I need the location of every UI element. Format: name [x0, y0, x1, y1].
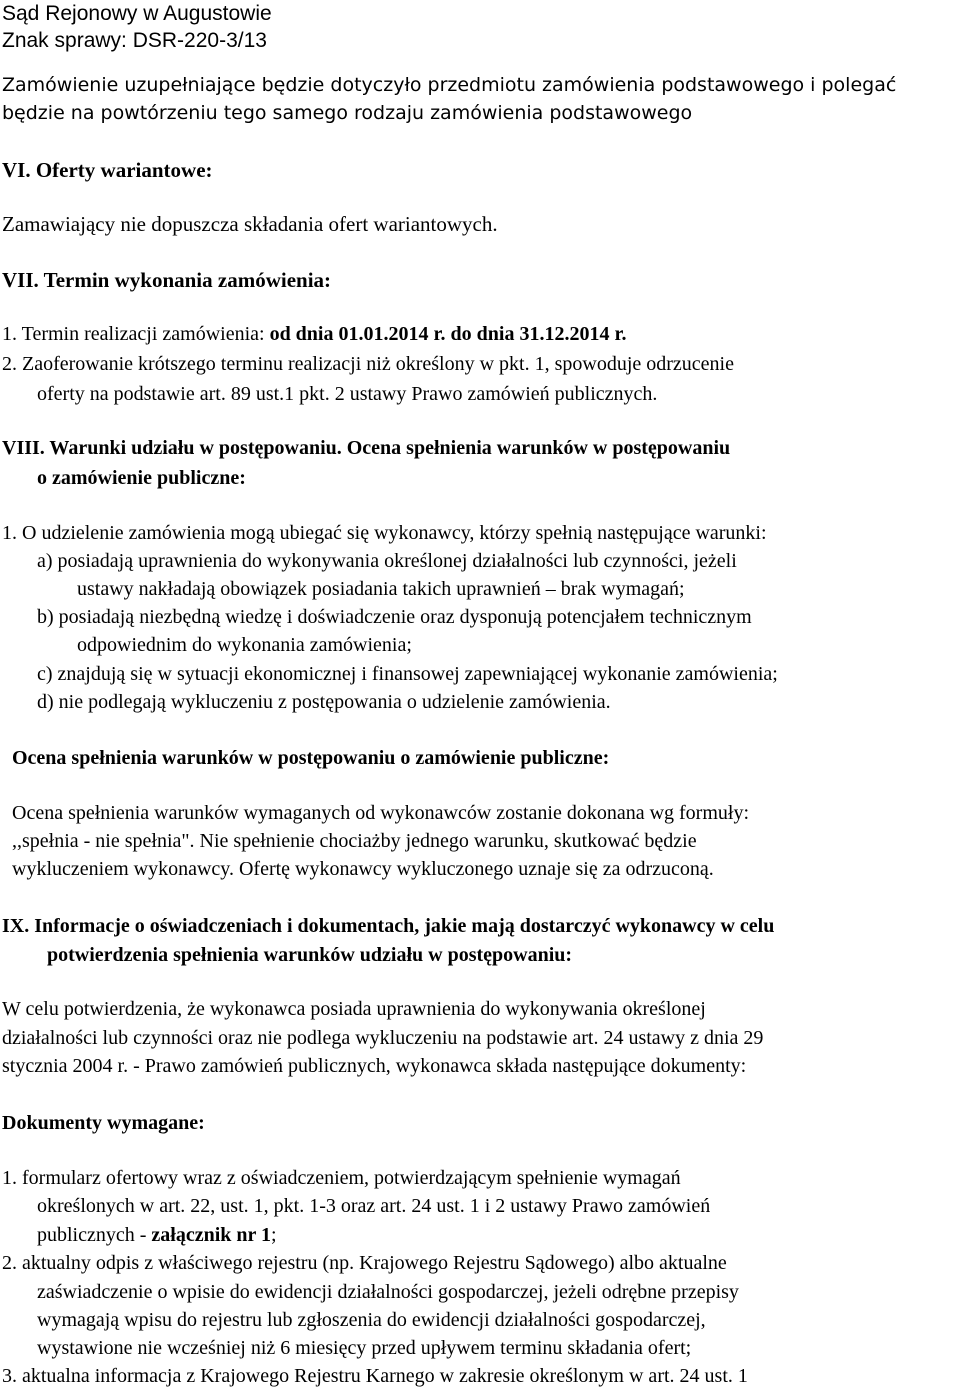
- condition-b-line-1: b) posiadają niezbędną wiedzę i doświadczenie oraz dysponują potencjałem technicznym: [37, 606, 752, 628]
- court-name: Sąd Rejonowy w Augustowie: [2, 2, 272, 25]
- document-2-line-3: wymagają wpisu do rejestru lub zgłoszenia do ewidencji działalności gospodarczej,: [37, 1309, 706, 1331]
- document-2-line-2: zaświadczenie o wpisie do ewidencji działalności gospodarczej, jeżeli odrębne przepisy: [37, 1281, 739, 1303]
- condition-b-line-2: odpowiednim do wykonania zamówienia;: [77, 634, 412, 656]
- intro-line-1: Zamówienie uzupełniające będzie dotyczyło przedmiotu zamówienia podstawowego i polegać: [2, 74, 897, 96]
- evaluation-line-2: ,,spełnia - nie spełnia". Nie spełnienie chociażby jednego warunku, skutkować będzie: [12, 830, 697, 852]
- condition-d: d) nie podlegają wykluczeniu z postępowania o udzielenie zamówienia.: [37, 691, 611, 713]
- document-1-line-3: publicznych - załącznik nr 1;: [37, 1224, 277, 1246]
- conditions-intro: 1. O udzielenie zamówienia mogą ubiegać się wykonawcy, którzy spełnią następujące warunki:: [2, 522, 767, 544]
- term-item-2-line-2: oferty na podstawie art. 89 ust.1 pkt. 2 ustawy Prawo zamówień publicznych.: [37, 383, 658, 405]
- attachment-reference: załącznik nr 1: [151, 1224, 272, 1246]
- term-item-1-dates: od dnia 01.01.2014 r. do dnia 31.12.2014 r.: [269, 323, 627, 345]
- section-vii-title: VII. Termin wykonania zamówienia:: [2, 268, 332, 292]
- documents-title: Dokumenty wymagane:: [2, 1112, 205, 1134]
- section-vi-text: Zamawiający nie dopuszcza składania ofert wariantowych.: [2, 212, 498, 236]
- section-ix-paragraph-line-1: W celu potwierdzenia, że wykonawca posiada uprawnienia do wykonywania określonej: [2, 998, 706, 1020]
- document-3-line-1: 3. aktualna informacja z Krajowego Rejestru Karnego w zakresie określonym w art. 24 ust. 1: [2, 1365, 748, 1387]
- section-vi-title: VI. Oferty wariantowe:: [2, 158, 213, 182]
- document-1-line-2: określonych w art. 22, ust. 1, pkt. 1-3 oraz art. 24 ust. 1 i 2 ustawy Prawo zamówień: [37, 1195, 711, 1217]
- evaluation-line-1: Ocena spełnienia warunków wymaganych od wykonawców zostanie dokonana wg formuły:: [12, 802, 750, 824]
- evaluation-line-3: wykluczeniem wykonawcy. Ofertę wykonawcy wykluczonego uznaje się za odrzuconą.: [12, 858, 714, 880]
- document-2-line-1: 2. aktualny odpis z właściwego rejestru (np. Krajowego Rejestru Sądowego) albo aktualne: [2, 1252, 727, 1274]
- term-item-1: [2, 324, 627, 344]
- section-ix-title-line-2: potwierdzenia spełnienia warunków udziału w postępowaniu:: [47, 944, 573, 966]
- document-1-line-1: 1. formularz ofertowy wraz z oświadczeniem, potwierdzającym spełnienie wymagań: [2, 1167, 681, 1189]
- term-item-1-label: 1. Termin realizacji zamówienia:: [2, 323, 270, 345]
- section-ix-paragraph-line-3: stycznia 2004 r. - Prawo zamówień publicznych, wykonawca składa następujące dokumenty:: [2, 1055, 747, 1077]
- document-2-line-4: wystawione nie wcześniej niż 6 miesięcy przed upływem terminu składania ofert;: [37, 1337, 692, 1359]
- term-item-2-line-1: 2. Zaoferowanie krótszego terminu realizacji niż określony w pkt. 1, spowoduje odrzucenie: [2, 353, 734, 375]
- section-ix-paragraph-line-2: działalności lub czynności oraz nie podlega wykluczeniu na podstawie art. 24 ustawy z dnia 29: [2, 1027, 764, 1049]
- case-number: Znak sprawy: DSR-220-3/13: [2, 29, 267, 52]
- evaluation-title: Ocena spełnienia warunków w postępowaniu o zamówienie publiczne:: [12, 747, 610, 769]
- condition-a-line-1: a) posiadają uprawnienia do wykonywania określonej działalności lub czynności, jeżeli: [37, 550, 737, 572]
- intro-line-2: będzie na powtórzeniu tego samego rodzaju zamówienia podstawowego: [2, 102, 693, 124]
- section-viii-title-line-1: VIII. Warunki udziału w postępowaniu. Ocena spełnienia warunków w postępowaniu: [2, 437, 731, 459]
- condition-a-line-2: ustawy nakładają obowiązek posiadania takich uprawnień – brak wymagań;: [77, 578, 685, 600]
- section-ix-title-line-1: IX. Informacje o oświadczeniach i dokumentach, jakie mają dostarczyć wykonawcy w celu: [2, 915, 775, 937]
- condition-c: c) znajdują się w sytuacji ekonomicznej i finansowej zapewniającej wykonanie zamówienia;: [37, 663, 778, 685]
- section-viii-title-line-2: o zamówienie publiczne:: [37, 467, 246, 489]
